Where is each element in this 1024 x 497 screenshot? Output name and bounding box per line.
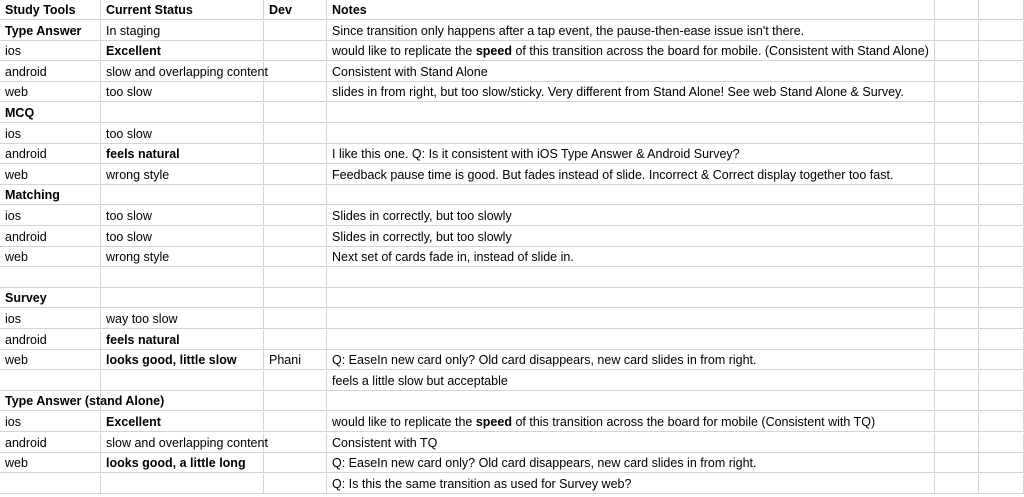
empty-cell[interactable] bbox=[979, 144, 1024, 164]
table-row bbox=[0, 433, 1024, 453]
empty-cell[interactable] bbox=[935, 247, 979, 267]
cell-study-tool[interactable]: web bbox=[0, 247, 101, 267]
cell-dev[interactable] bbox=[264, 268, 327, 288]
cell-study-tool[interactable]: ios bbox=[0, 309, 101, 329]
cell-dev[interactable] bbox=[264, 103, 327, 123]
empty-cell[interactable] bbox=[979, 185, 1024, 205]
empty-cell[interactable] bbox=[935, 185, 979, 205]
empty-cell[interactable] bbox=[935, 62, 979, 82]
empty-cell[interactable] bbox=[979, 288, 1024, 308]
table-row bbox=[0, 288, 1024, 308]
cell-notes[interactable] bbox=[327, 165, 935, 185]
notes-text: I like this one. Q: Is it consistent with iOS Type Answer & Android Survey? bbox=[332, 147, 740, 161]
empty-cell[interactable] bbox=[935, 124, 979, 144]
cell-notes[interactable] bbox=[327, 247, 935, 267]
notes-text: Next set of cards fade in, instead of slide in. bbox=[332, 250, 574, 264]
cell-dev[interactable] bbox=[264, 124, 327, 144]
cell-dev[interactable] bbox=[264, 453, 327, 473]
empty-cell[interactable] bbox=[979, 350, 1024, 370]
cell-current-status[interactable]: way too slow bbox=[101, 309, 264, 329]
cell-study-tool[interactable]: ios bbox=[0, 412, 101, 432]
cell-dev[interactable] bbox=[264, 371, 327, 391]
table-row bbox=[0, 474, 1024, 494]
cell-current-status[interactable]: too slow bbox=[101, 124, 264, 144]
table-row bbox=[0, 453, 1024, 473]
cell-current-status[interactable] bbox=[101, 371, 264, 391]
empty-cell[interactable] bbox=[935, 474, 979, 494]
table-row bbox=[0, 227, 1024, 247]
cell-notes[interactable] bbox=[327, 103, 935, 123]
table-row bbox=[0, 330, 1024, 350]
cell-study-tool[interactable] bbox=[0, 268, 101, 288]
empty-cell[interactable] bbox=[935, 103, 979, 123]
cell-dev[interactable] bbox=[264, 391, 327, 411]
empty-cell[interactable] bbox=[935, 330, 979, 350]
notes-text: Slides in correctly, but too slowly bbox=[332, 230, 512, 244]
empty-cell[interactable] bbox=[935, 206, 979, 226]
empty-cell[interactable] bbox=[979, 371, 1024, 391]
cell-study-tool[interactable]: Type Answer bbox=[0, 21, 101, 41]
cell-current-status[interactable]: slow and overlapping content bbox=[101, 62, 264, 82]
cell-current-status[interactable] bbox=[101, 185, 264, 205]
cell-notes[interactable] bbox=[327, 288, 935, 308]
empty-cell[interactable] bbox=[935, 371, 979, 391]
cell-notes[interactable] bbox=[327, 41, 935, 61]
cell-current-status[interactable]: feels natural bbox=[101, 144, 264, 164]
cell-notes[interactable] bbox=[327, 185, 935, 205]
table-row bbox=[0, 185, 1024, 205]
cell-dev[interactable] bbox=[264, 412, 327, 432]
cell-dev[interactable] bbox=[264, 41, 327, 61]
cell-study-tool[interactable]: android bbox=[0, 62, 101, 82]
table-row bbox=[0, 391, 1024, 411]
table-row bbox=[0, 41, 1024, 61]
empty-cell[interactable] bbox=[935, 144, 979, 164]
table-row bbox=[0, 268, 1024, 288]
cell-dev[interactable] bbox=[264, 144, 327, 164]
cell-study-tool[interactable]: ios bbox=[0, 41, 101, 61]
cell-current-status[interactable]: In staging bbox=[101, 21, 264, 41]
notes-text: Slides in correctly, but too slowly bbox=[332, 209, 512, 223]
cell-study-tool[interactable]: web bbox=[0, 82, 101, 102]
table-row bbox=[0, 247, 1024, 267]
notes-text: would like to replicate the bbox=[332, 415, 476, 429]
cell-notes[interactable] bbox=[327, 391, 935, 411]
cell-dev[interactable] bbox=[264, 433, 327, 453]
header-cell-dev[interactable]: Dev bbox=[264, 0, 327, 20]
cell-current-status[interactable]: Excellent bbox=[101, 412, 264, 432]
cell-notes[interactable] bbox=[327, 350, 935, 370]
cell-dev[interactable] bbox=[264, 247, 327, 267]
empty-cell[interactable] bbox=[979, 0, 1024, 20]
empty-cell[interactable] bbox=[935, 412, 979, 432]
cell-notes[interactable] bbox=[327, 268, 935, 288]
header-cell-notes[interactable]: Notes bbox=[327, 0, 935, 20]
cell-study-tool[interactable]: android bbox=[0, 433, 101, 453]
cell-current-status[interactable]: too slow bbox=[101, 206, 264, 226]
empty-cell[interactable] bbox=[979, 82, 1024, 102]
cell-current-status[interactable]: wrong style bbox=[101, 165, 264, 185]
notes-text: Consistent with TQ bbox=[332, 436, 438, 450]
cell-study-tool[interactable]: web bbox=[0, 350, 101, 370]
empty-cell[interactable] bbox=[979, 41, 1024, 61]
empty-cell[interactable] bbox=[935, 21, 979, 41]
cell-current-status[interactable]: wrong style bbox=[101, 247, 264, 267]
cell-study-tool[interactable]: android bbox=[0, 330, 101, 350]
cell-study-tool[interactable]: Type Answer (stand Alone) bbox=[0, 391, 101, 411]
empty-cell[interactable] bbox=[979, 206, 1024, 226]
empty-cell[interactable] bbox=[935, 0, 979, 20]
cell-study-tool[interactable]: android bbox=[0, 144, 101, 164]
cell-study-tool[interactable]: web bbox=[0, 453, 101, 473]
empty-cell[interactable] bbox=[979, 165, 1024, 185]
empty-cell[interactable] bbox=[935, 268, 979, 288]
notes-text: Feedback pause time is good. But fades instead of slide. Incorrect & Correct display together too fast. bbox=[332, 168, 894, 182]
empty-cell[interactable] bbox=[979, 21, 1024, 41]
cell-dev[interactable]: Phani bbox=[264, 350, 327, 370]
empty-cell[interactable] bbox=[979, 227, 1024, 247]
cell-study-tool[interactable]: Survey bbox=[0, 288, 101, 308]
table-row bbox=[0, 21, 1024, 41]
notes-text: speed bbox=[475, 415, 512, 429]
cell-notes[interactable] bbox=[327, 21, 935, 41]
cell-notes[interactable] bbox=[327, 371, 935, 391]
cell-current-status[interactable] bbox=[101, 391, 264, 411]
cell-dev[interactable] bbox=[264, 82, 327, 102]
cell-notes[interactable] bbox=[327, 144, 935, 164]
cell-dev[interactable] bbox=[264, 165, 327, 185]
cell-current-status[interactable] bbox=[101, 103, 264, 123]
cell-notes[interactable] bbox=[327, 453, 935, 473]
cell-dev[interactable] bbox=[264, 206, 327, 226]
cell-current-status[interactable]: too slow bbox=[101, 82, 264, 102]
empty-cell[interactable] bbox=[935, 227, 979, 247]
cell-notes[interactable] bbox=[327, 412, 935, 432]
notes-text: would like to replicate the bbox=[332, 44, 476, 58]
notes-text: of this transition across the board for mobile. (Consistent with Stand Alone) bbox=[511, 44, 929, 58]
cell-study-tool[interactable] bbox=[0, 474, 101, 494]
header-cell-study-tools[interactable]: Study Tools bbox=[0, 0, 101, 20]
notes-text: slides in from right, but too slow/sticky. Very different from Stand Alone! See web Stand Alone & Survey. bbox=[332, 85, 904, 99]
cell-notes[interactable] bbox=[327, 62, 935, 82]
cell-current-status[interactable] bbox=[101, 268, 264, 288]
empty-cell[interactable] bbox=[979, 103, 1024, 123]
cell-current-status[interactable] bbox=[101, 288, 264, 308]
cell-notes[interactable] bbox=[327, 309, 935, 329]
cell-notes[interactable] bbox=[327, 82, 935, 102]
empty-cell[interactable] bbox=[979, 330, 1024, 350]
table-row bbox=[0, 103, 1024, 123]
table-row bbox=[0, 62, 1024, 82]
notes-text: Q: Is this the same transition as used for Survey web? bbox=[332, 477, 632, 491]
empty-cell[interactable] bbox=[935, 41, 979, 61]
cell-study-tool[interactable]: android bbox=[0, 227, 101, 247]
empty-cell[interactable] bbox=[935, 82, 979, 102]
cell-current-status[interactable] bbox=[101, 474, 264, 494]
cell-dev[interactable] bbox=[264, 21, 327, 41]
table-row bbox=[0, 371, 1024, 391]
cell-notes[interactable] bbox=[327, 124, 935, 144]
empty-cell[interactable] bbox=[979, 62, 1024, 82]
empty-cell[interactable] bbox=[935, 165, 979, 185]
cell-dev[interactable] bbox=[264, 62, 327, 82]
cell-current-status[interactable]: Excellent bbox=[101, 41, 264, 61]
notes-text: feels a little slow but acceptable bbox=[332, 374, 508, 388]
empty-cell[interactable] bbox=[935, 433, 979, 453]
table-row bbox=[0, 350, 1024, 370]
cell-dev[interactable] bbox=[264, 309, 327, 329]
empty-cell[interactable] bbox=[979, 309, 1024, 329]
notes-text: of this transition across the board for mobile (Consistent with TQ) bbox=[511, 415, 876, 429]
empty-cell[interactable] bbox=[935, 309, 979, 329]
cell-study-tool[interactable]: ios bbox=[0, 124, 101, 144]
cell-notes[interactable] bbox=[327, 433, 935, 453]
table-row bbox=[0, 144, 1024, 164]
notes-text: Q: EaseIn new card only? Old card disappears, new card slides in from right. bbox=[332, 353, 757, 367]
empty-cell[interactable] bbox=[979, 247, 1024, 267]
table-row bbox=[0, 124, 1024, 144]
empty-cell[interactable] bbox=[979, 391, 1024, 411]
table-row bbox=[0, 82, 1024, 102]
empty-cell[interactable] bbox=[979, 474, 1024, 494]
table-row bbox=[0, 412, 1024, 432]
notes-text: Since transition only happens after a tap event, the pause-then-ease issue isn't there. bbox=[332, 24, 805, 38]
header-row bbox=[0, 0, 1024, 20]
empty-cell[interactable] bbox=[979, 453, 1024, 473]
empty-cell[interactable] bbox=[935, 350, 979, 370]
cell-dev[interactable] bbox=[264, 227, 327, 247]
cell-notes[interactable] bbox=[327, 330, 935, 350]
empty-cell[interactable] bbox=[935, 288, 979, 308]
cell-study-tool[interactable]: MCQ bbox=[0, 103, 101, 123]
cell-current-status[interactable]: slow and overlapping content bbox=[101, 433, 264, 453]
empty-cell[interactable] bbox=[935, 391, 979, 411]
empty-cell[interactable] bbox=[979, 124, 1024, 144]
cell-notes[interactable] bbox=[327, 206, 935, 226]
cell-dev[interactable] bbox=[264, 330, 327, 350]
table-row bbox=[0, 165, 1024, 185]
cell-study-tool[interactable]: web bbox=[0, 165, 101, 185]
cell-study-tool[interactable]: Matching bbox=[0, 185, 101, 205]
cell-notes[interactable] bbox=[327, 474, 935, 494]
notes-text: Consistent with Stand Alone bbox=[332, 65, 488, 79]
empty-cell[interactable] bbox=[979, 268, 1024, 288]
cell-current-status[interactable]: feels natural bbox=[101, 330, 264, 350]
cell-current-status[interactable]: too slow bbox=[101, 227, 264, 247]
notes-text: Q: EaseIn new card only? Old card disappears, new card slides in from right. bbox=[332, 456, 757, 470]
cell-dev[interactable] bbox=[264, 185, 327, 205]
cell-study-tool[interactable] bbox=[0, 371, 101, 391]
cell-notes[interactable] bbox=[327, 227, 935, 247]
empty-cell[interactable] bbox=[979, 412, 1024, 432]
cell-dev[interactable] bbox=[264, 288, 327, 308]
table-row bbox=[0, 309, 1024, 329]
empty-cell[interactable] bbox=[935, 453, 979, 473]
header-cell-current-status[interactable]: Current Status bbox=[101, 0, 264, 20]
cell-dev[interactable] bbox=[264, 474, 327, 494]
cell-current-status[interactable]: looks good, little slow bbox=[101, 350, 264, 370]
empty-cell[interactable] bbox=[979, 433, 1024, 453]
cell-study-tool[interactable]: ios bbox=[0, 206, 101, 226]
table-row bbox=[0, 206, 1024, 226]
notes-text: speed bbox=[475, 44, 512, 58]
cell-current-status[interactable]: looks good, a little long bbox=[101, 453, 264, 473]
